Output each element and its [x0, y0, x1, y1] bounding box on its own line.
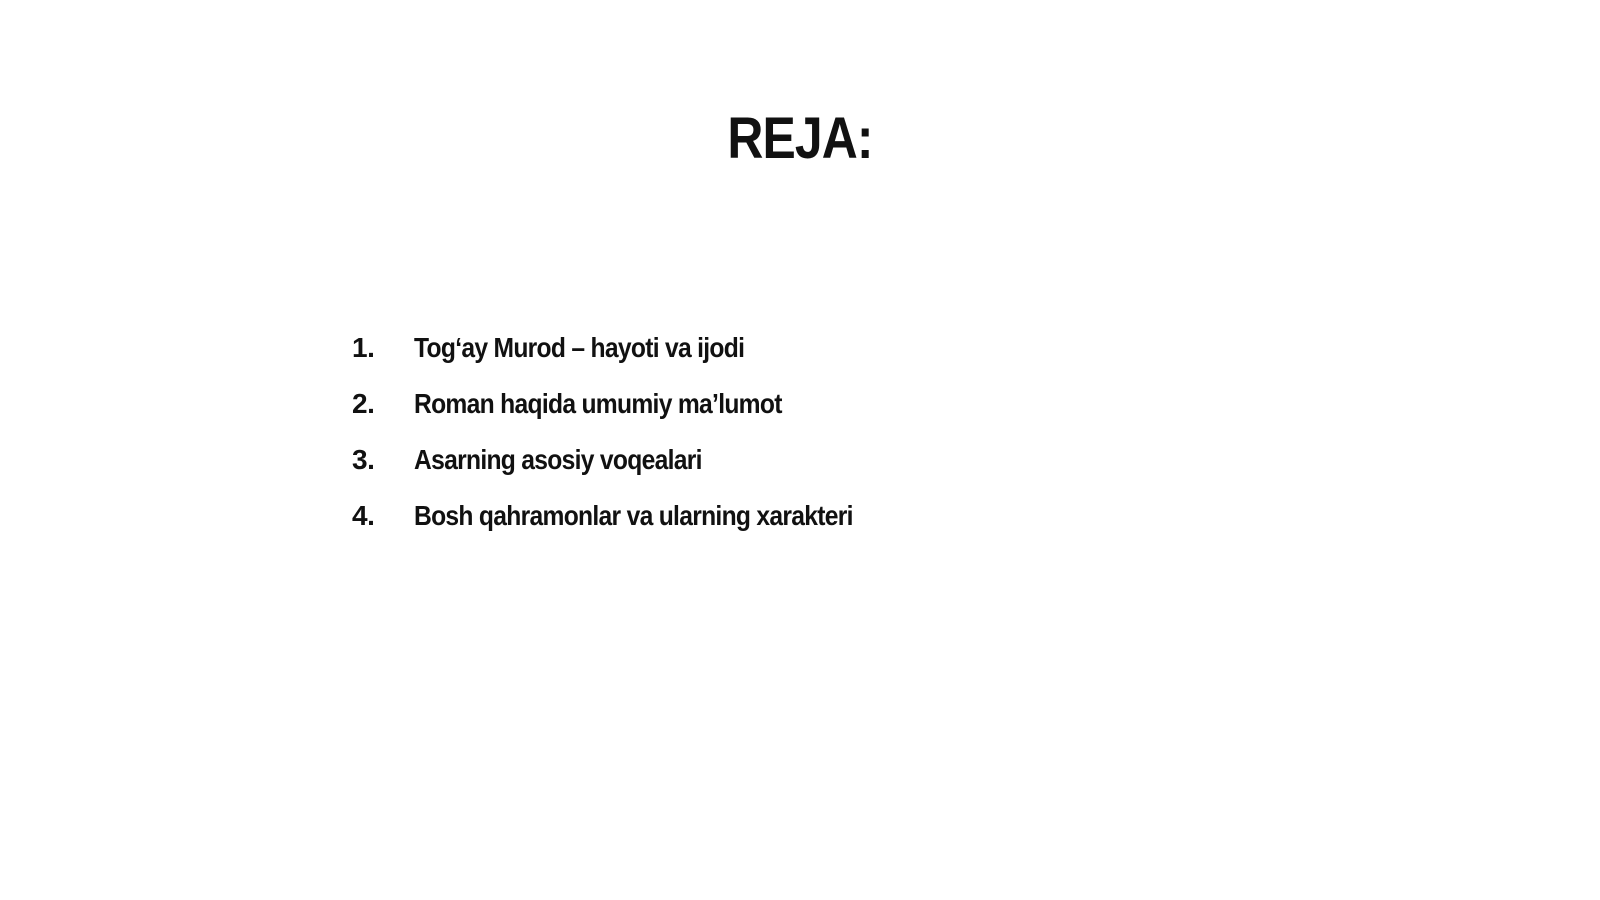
list-item — [352, 384, 913, 440]
list-item-number: 1. — [352, 332, 375, 363]
list-item-text: Asarning asosiy voqealari — [414, 444, 702, 475]
list-item-number: 4. — [352, 500, 375, 531]
list-item-number: 3. — [352, 444, 375, 475]
list-item-text: Bosh qahramonlar va ularning xarakteri — [414, 500, 853, 531]
slide-title: REJA: — [727, 106, 873, 171]
list-item — [352, 496, 913, 552]
list-item-text: Tog‘ay Murod – hayoti va ijodi — [414, 332, 745, 363]
list-item — [352, 328, 913, 384]
list-item — [352, 440, 913, 496]
list-item-text: Roman haqida umumiy ma’lumot — [414, 388, 782, 419]
plan-list — [352, 328, 913, 552]
list-item-number: 2. — [352, 388, 375, 419]
